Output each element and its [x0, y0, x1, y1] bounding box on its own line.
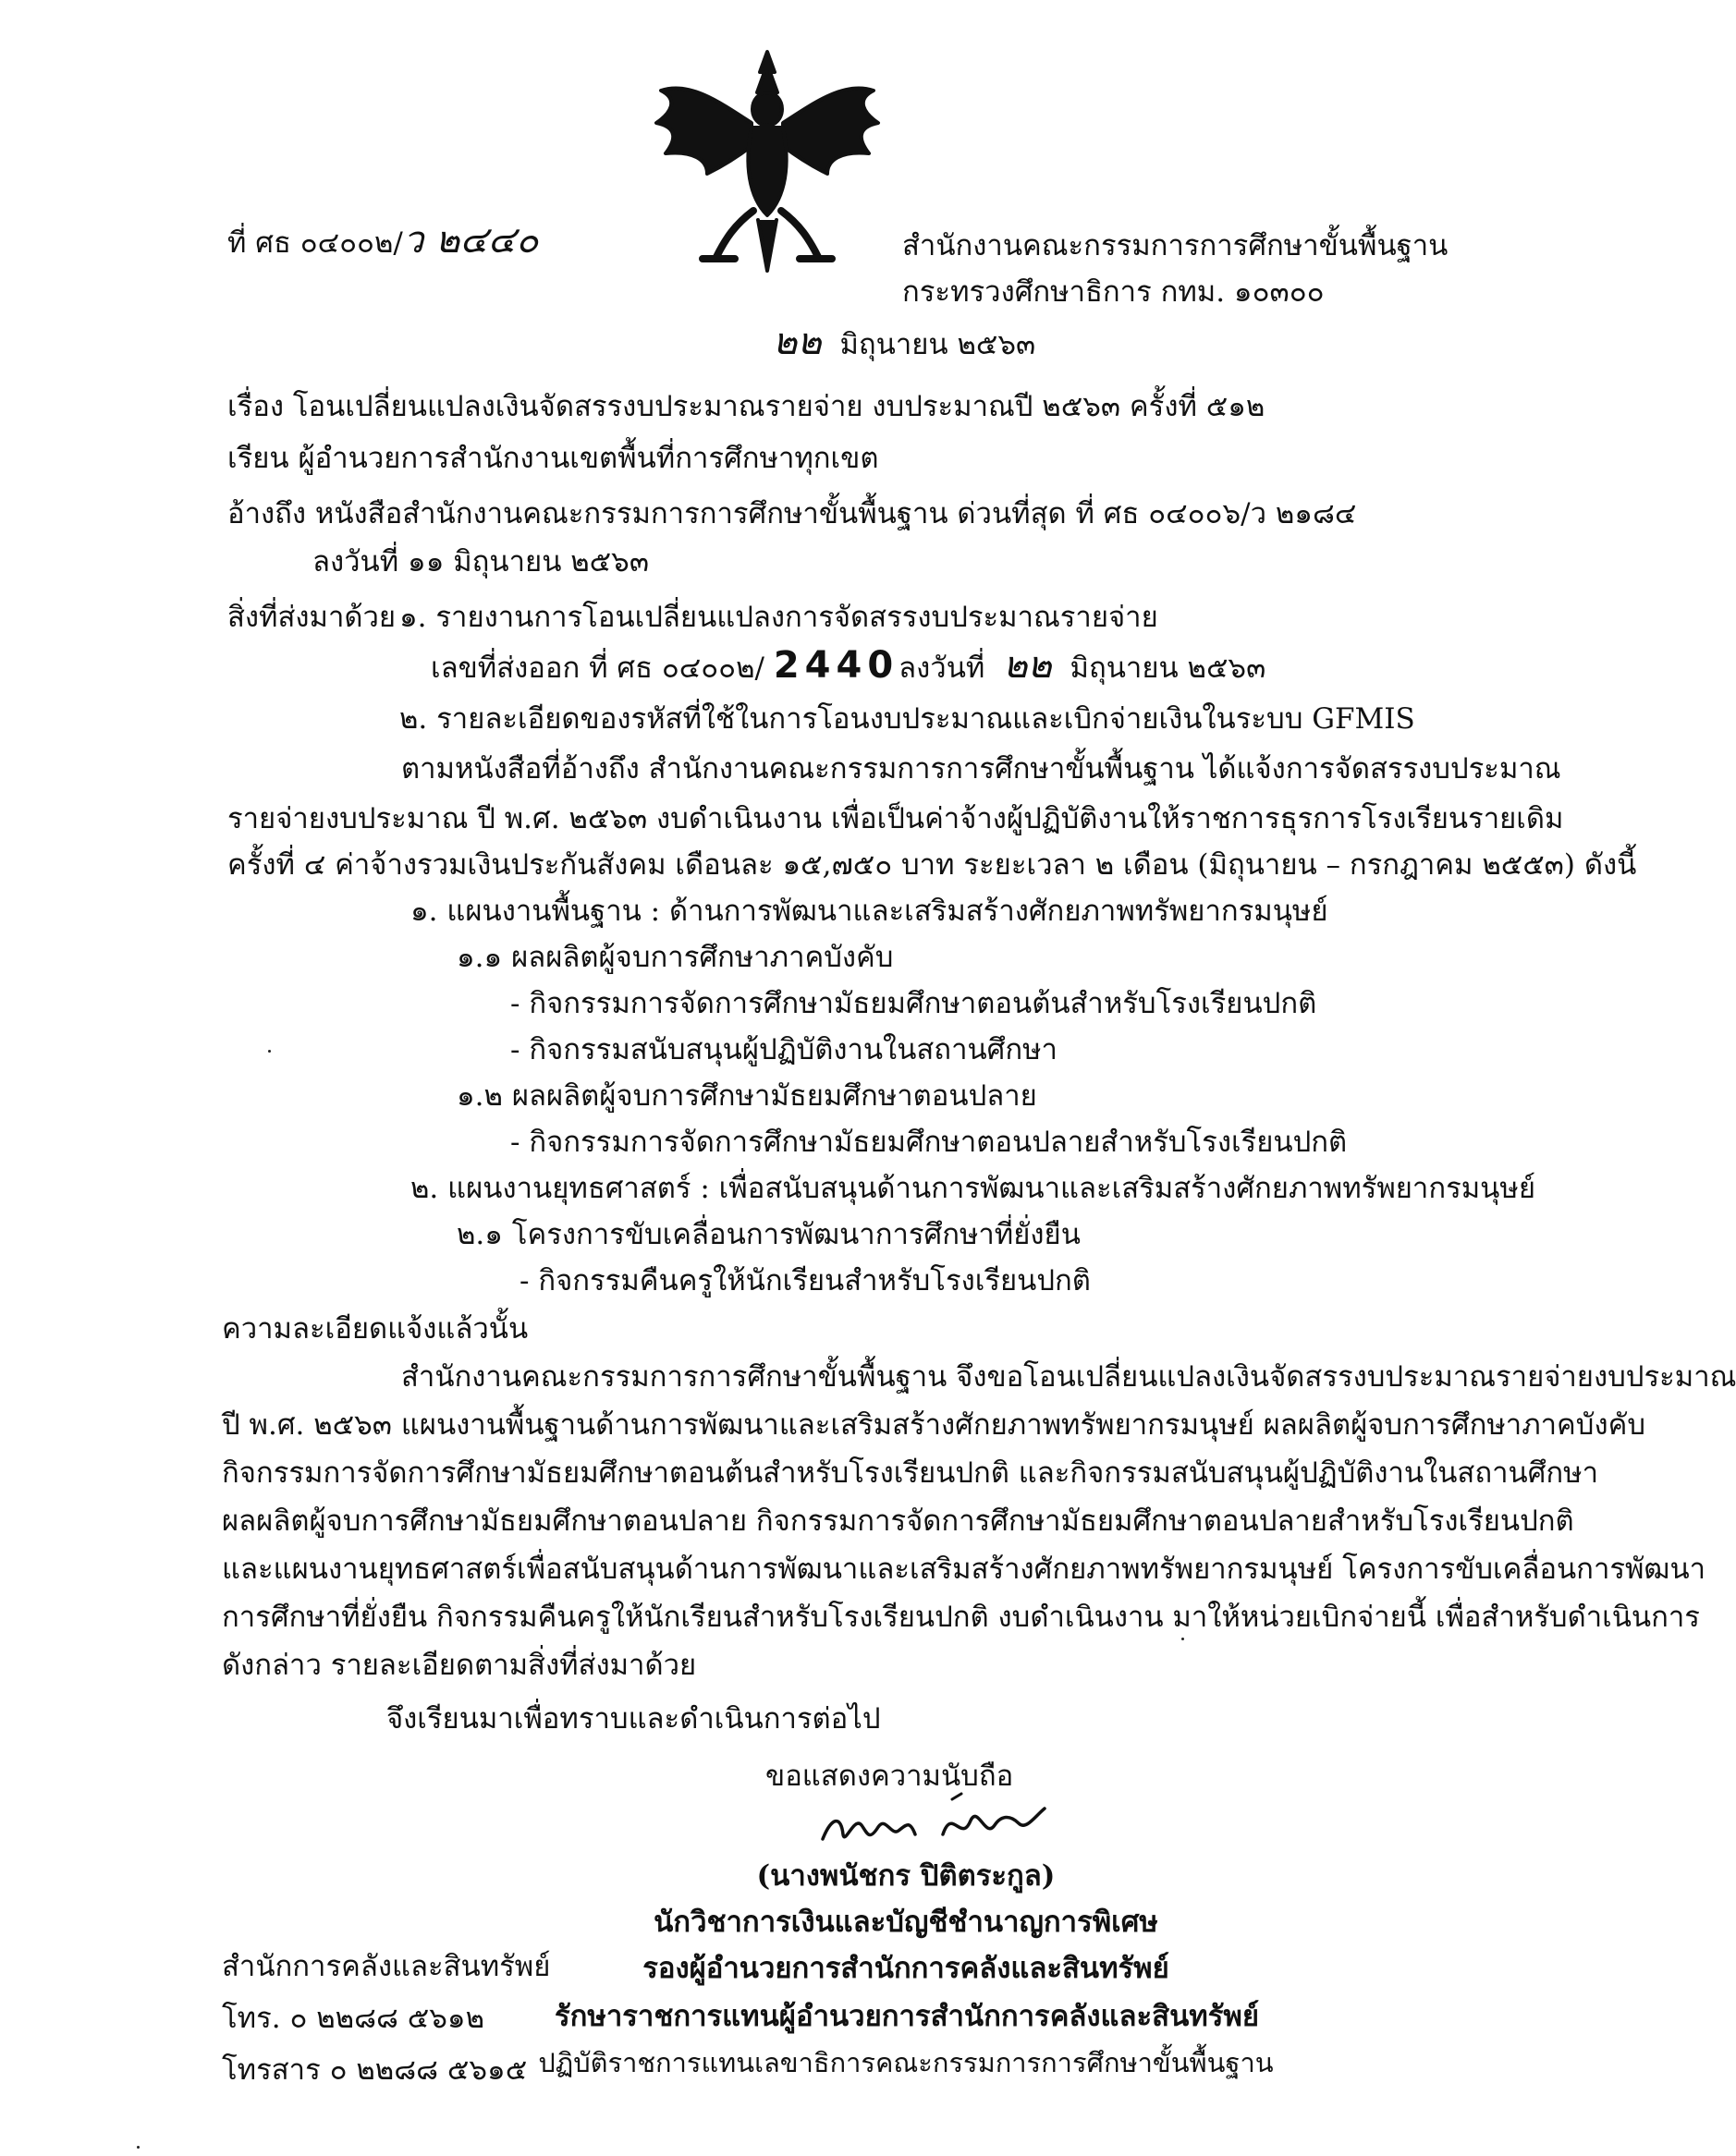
- reference-number-handwritten: ว ๒๔๔๐: [402, 219, 539, 262]
- contact-phone: โทร. ๐ ๒๒๘๘ ๕๖๑๒: [222, 2002, 485, 2035]
- body-para2-line2: ปี พ.ศ. ๒๕๖๓ แผนงานพื้นฐานด้านการพัฒนาและเสริมสร้างศักยภาพทรัพยากรมนุษย์ ผลผลิตผู้จบการศึกษาภาคบังคับ: [222, 1408, 1646, 1442]
- plan-item-1-2-a: - กิจกรรมการจัดการศึกษามัธยมศึกษาตอนปลายสำหรับโรงเรียนปกติ: [510, 1126, 1348, 1159]
- body-para1-line3: ครั้งที่ ๔ ค่าจ้างรวมเงินประกันสังคม เดือนละ ๑๕,๗๕๐ บาท ระยะเวลา ๒ เดือน (มิถุนายน – กรกฎาคม ๒๕๕๓) ดังนี้: [227, 848, 1637, 882]
- body-para2-line5: และแผนงานยุทธศาสตร์เพื่อสนับสนุนด้านการพัฒนาและเสริมสร้างศักยภาพทรัพยากรมนุษย์ โครงการขับเคลื่อนการพัฒนา: [222, 1553, 1706, 1586]
- enclosure-item-1: ๑. รายงานการโอนเปลี่ยนแปลงการจัดสรรงบประมาณรายจ่าย: [399, 601, 1158, 634]
- closing-request: จึงเรียนมาเพื่อทราบและดำเนินการต่อไป: [386, 1702, 881, 1736]
- plan-item-2-1-a: - กิจกรรมคืนครูให้นักเรียนสำหรับโรงเรียนปกติ: [520, 1264, 1091, 1297]
- contact-fax: โทรสาร ๐ ๒๒๘๘ ๕๖๑๕: [222, 2053, 528, 2087]
- enclosure-date-rest: มิถุนายน ๒๕๖๓: [1070, 652, 1266, 685]
- document-date: [773, 323, 1035, 363]
- body-para2-line1: สำนักงานคณะกรรมการการศึกษาขั้นพื้นฐาน จึงขอโอนเปลี่ยนแปลงเงินจัดสรรงบประมาณรายจ่ายงบประมาณ: [401, 1360, 1736, 1394]
- closing-salutation: ขอแสดงความนับถือ: [765, 1760, 1014, 1793]
- signatory-position-4: ปฏิบัติราชการแทนเลขาธิการคณะกรรมการการศึกษาขั้นพื้นฐาน: [538, 2047, 1274, 2078]
- garuda-emblem-icon: [652, 44, 883, 275]
- body-para2-line7: ดังกล่าว รายละเอียดตามสิ่งที่ส่งมาด้วย: [222, 1649, 697, 1682]
- body-para2-line4: ผลผลิตผู้จบการศึกษามัธยมศึกษาตอนปลาย กิจกรรมการจัดการศึกษามัธยมศึกษาตอนปลายสำหรับโรงเรียนปกติ: [222, 1504, 1574, 1538]
- handwritten-signature-icon: [813, 1788, 1054, 1862]
- plan-item-1-1: ๑.๑ ผลผลิตผู้จบการศึกษาภาคบังคับ: [457, 941, 894, 974]
- subject-line: เรื่อง โอนเปลี่ยนแปลงเงินจัดสรรงบประมาณรายจ่าย งบประมาณปี ๒๕๖๓ ครั้งที่ ๕๑๒: [227, 390, 1265, 423]
- plan-item-1-1-a: - กิจกรรมการจัดการศึกษามัธยมศึกษาตอนต้นสำหรับโรงเรียนปกติ: [510, 987, 1317, 1020]
- scan-dot: [137, 2146, 140, 2149]
- enclosure-stamp-number: 2440: [773, 644, 899, 687]
- body-para2-line6: การศึกษาที่ยั่งยืน กิจกรรมคืนครูให้นักเรียนสำหรับโรงเรียนปกติ งบดำเนินงาน มาให้หน่วยเบิกจ่ายนี้ เพื่อสำหรับดำเนินการ: [222, 1601, 1700, 1634]
- enclosures-label: สิ่งที่ส่งมาด้วย: [227, 601, 397, 634]
- office-address: กระทรวงศึกษาธิการ กทม. ๑๐๓๐๐: [902, 275, 1325, 309]
- signatory-position-1: นักวิชาการเงินและบัญชีชำนาญการพิเศษ: [654, 1906, 1158, 1939]
- addressee-line: เรียน ผู้อำนวยการสำนักงานเขตพื้นที่การศึกษาทุกเขต: [227, 442, 879, 475]
- office-name: สำนักงานคณะกรรมการการศึกษาขั้นพื้นฐาน: [902, 229, 1449, 262]
- reference-line-1: อ้างถึง หนังสือสำนักงานคณะกรรมการการศึกษาขั้นพื้นฐาน ด่วนที่สุด ที่ ศธ ๐๔๐๐๖/ว ๒๑๘๔: [227, 497, 1357, 530]
- body-para1-line1: ตามหนังสือที่อ้างถึง สำนักงานคณะกรรมการการศึกษาขั้นพื้นฐาน ได้แจ้งการจัดสรรงบประมาณ: [401, 752, 1561, 786]
- enclosure-item-2: ๒. รายละเอียดของรหัสที่ใช้ในการโอนงบประมาณและเบิกจ่ายเงินในระบบ GFMIS: [399, 702, 1415, 736]
- date-month-year: มิถุนายน ๒๕๖๓: [839, 328, 1036, 361]
- plan-item-2: ๒. แผนงานยุทธศาสตร์ : เพื่อสนับสนุนด้านการพัฒนาและเสริมสร้างศักยภาพทรัพยากรมนุษย์: [410, 1172, 1535, 1205]
- plan-item-2-1: ๒.๑ โครงการขับเคลื่อนการพัฒนาการศึกษาที่ยั่งยืน: [457, 1218, 1081, 1251]
- reference-line-2: ลงวันที่ ๑๑ มิถุนายน ๒๕๖๓: [312, 545, 650, 579]
- enclosure-date-handwritten: ๒๒: [1003, 644, 1052, 687]
- reference-prefix: ที่ ศธ ๐๔๐๐๒/: [227, 226, 403, 260]
- reference-number: [227, 219, 539, 262]
- signatory-position-2: รองผู้อำนวยการสำนักการคลังและสินทรัพย์: [642, 1952, 1169, 1985]
- enclosure-item-1-number: [431, 644, 1266, 687]
- scan-dot: [268, 1050, 271, 1053]
- signatory-position-3: รักษาราชการแทนผู้อำนวยการสำนักการคลังและสินทรัพย์: [555, 2000, 1259, 2033]
- enclosure-date-label: ลงวันที่: [899, 652, 985, 685]
- plan-item-1-1-b: - กิจกรรมสนับสนุนผู้ปฏิบัติงานในสถานศึกษา: [510, 1033, 1057, 1066]
- body-para2-line3: กิจกรรมการจัดการศึกษามัธยมศึกษาตอนต้นสำหรับโรงเรียนปกติ และกิจกรรมสนับสนุนผู้ปฏิบัติงานในสถานศึกษา: [222, 1456, 1599, 1490]
- plan-item-1: ๑. แผนงานพื้นฐาน : ด้านการพัฒนาและเสริมสร้างศักยภาพทรัพยากรมนุษย์: [410, 895, 1328, 928]
- enclosure-number-prefix: เลขที่ส่งออก ที่ ศธ ๐๔๐๐๒/: [431, 652, 764, 685]
- para1-closing: ความละเอียดแจ้งแล้วนั้น: [222, 1312, 529, 1346]
- date-day-handwritten: ๒๒: [773, 321, 822, 363]
- plan-item-1-2: ๑.๒ ผลผลิตผู้จบการศึกษามัธยมศึกษาตอนปลาย: [457, 1079, 1037, 1113]
- contact-department: สำนักการคลังและสินทรัพย์: [222, 1950, 551, 1983]
- body-para1-line2: รายจ่ายงบประมาณ ปี พ.ศ. ๒๕๖๓ งบดำเนินงาน เพื่อเป็นค่าจ้างผู้ปฏิบัติงานให้ราชการธุรการโรงเรียนรายเดิม: [227, 802, 1564, 835]
- scan-dot: [1181, 1638, 1184, 1640]
- signatory-name: (นางพนัชกร ปิติตระกูล): [756, 1859, 1056, 1893]
